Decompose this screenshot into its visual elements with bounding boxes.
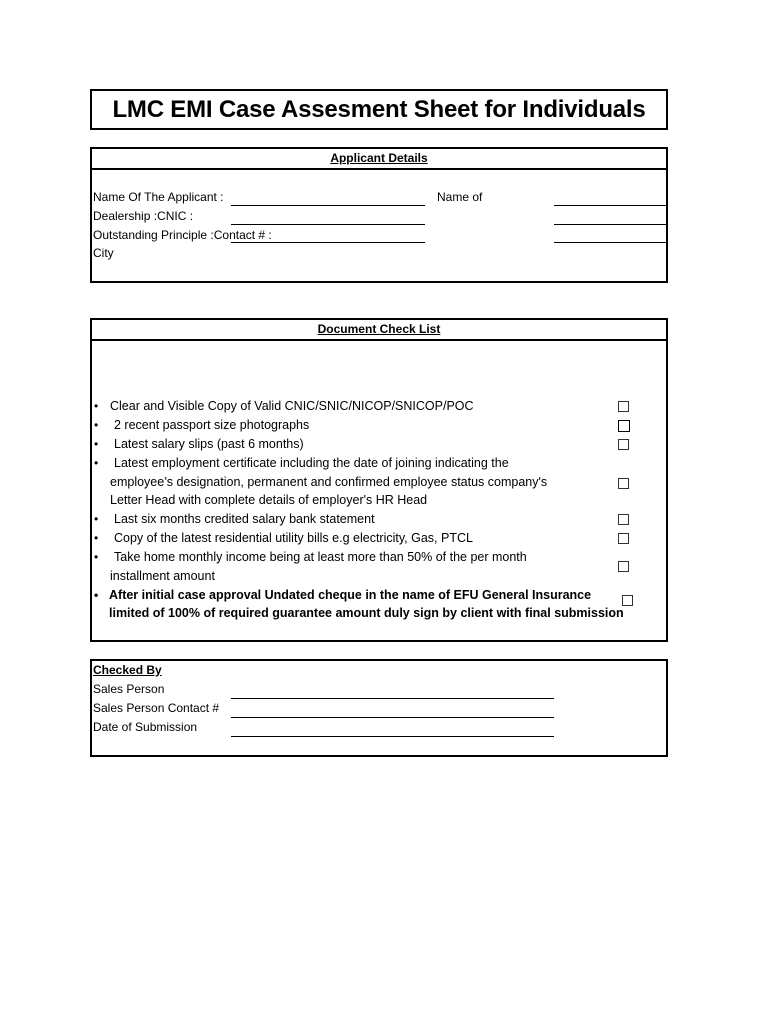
- applicant-details-section: [90, 147, 668, 283]
- name-of-field-3[interactable]: [554, 242, 668, 243]
- applicant-name-label: Name Of The Applicant :: [93, 190, 224, 204]
- sales-person-label: Sales Person: [93, 682, 165, 696]
- bullet-icon: •: [94, 399, 99, 413]
- sales-person-field[interactable]: [231, 698, 554, 699]
- bullet-icon: •: [94, 418, 99, 432]
- applicant-name-field[interactable]: [231, 205, 425, 206]
- checkbox-employment-certificate[interactable]: [618, 478, 629, 489]
- checkbox-monthly-income[interactable]: [618, 561, 629, 572]
- document-checklist-heading: Document Check List: [92, 320, 666, 341]
- bullet-icon: •: [94, 550, 99, 564]
- outstanding-contact-label: Outstanding Principle :Contact # :: [93, 228, 272, 242]
- checkbox-utility-bills[interactable]: [618, 533, 629, 544]
- checkbox-undated-cheque[interactable]: [622, 595, 633, 606]
- sales-person-contact-field[interactable]: [231, 717, 554, 718]
- checkbox-cnic[interactable]: [618, 401, 629, 412]
- dealership-cnic-label: Dealership :CNIC :: [93, 209, 194, 223]
- name-of-field[interactable]: [554, 205, 668, 206]
- outstanding-contact-field[interactable]: [231, 242, 425, 243]
- document-checklist-section: Document Check List • Clear and Visible Copy of Valid CNIC/SNIC/NICOP/SNICOP/POC • 2 recent passport size photographs • Latest salary slips (past 6 months) • Latest employment certificate including the date of joining indicating the employee’s designation, permanent and confirmed employee status company's Letter Head with complete details of employer's HR Head • Last six months credited salary bank statement • Copy of the latest residential utility bills e.g electricity, Gas, PTCL • Take home monthly income being at least more than 50% of the per month installment amount • After initial case approval Undated cheque in the name of EFU General Insurance limited of 100% of required guarantee amount duly sign by client with final submission: [90, 318, 668, 642]
- checked-by-section: [90, 659, 668, 757]
- name-of-label: Name of: [437, 190, 483, 204]
- applicant-details-heading: Applicant Details: [92, 149, 666, 170]
- date-of-submission-label: Date of Submission: [93, 720, 198, 734]
- title-box: [90, 89, 668, 130]
- bullet-icon: •: [94, 588, 99, 602]
- bullet-icon: •: [94, 531, 99, 545]
- checkbox-photographs[interactable]: [618, 420, 630, 432]
- bullet-icon: •: [94, 512, 99, 526]
- dealership-cnic-field[interactable]: [231, 224, 425, 225]
- bullet-icon: •: [94, 456, 99, 470]
- checkbox-bank-statement[interactable]: [618, 514, 629, 525]
- page-title: LMC EMI Case Assesment Sheet for Individuals: [112, 95, 646, 123]
- bullet-icon: •: [94, 437, 99, 451]
- checked-by-heading: Checked By: [93, 663, 162, 677]
- name-of-field-2[interactable]: [554, 224, 668, 225]
- date-of-submission-field[interactable]: [231, 736, 554, 737]
- checkbox-salary-slips[interactable]: [618, 439, 629, 450]
- sales-person-contact-label: Sales Person Contact #: [93, 701, 220, 715]
- city-label: City: [93, 246, 114, 260]
